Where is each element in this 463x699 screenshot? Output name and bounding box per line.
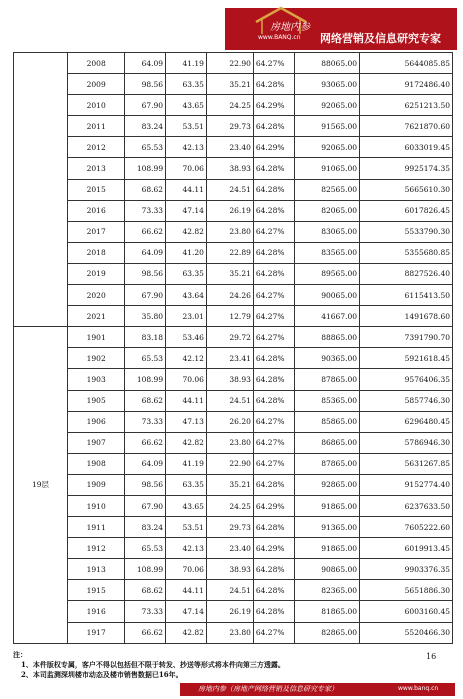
- room-number-cell: 1911: [68, 517, 125, 538]
- total-price-cell: 5651886.30: [360, 580, 453, 601]
- shared-area-cell: 23.40: [206, 538, 253, 559]
- rate-cell: 64.27%: [253, 411, 294, 432]
- area-cell: 66.62: [125, 221, 166, 242]
- room-number-cell: 1905: [68, 390, 125, 411]
- rate-cell: 64.28%: [253, 348, 294, 369]
- unit-price-cell: 92065.00: [294, 137, 359, 158]
- unit-price-cell: 89565.00: [294, 263, 359, 284]
- area-cell: 67.90: [125, 495, 166, 516]
- unit-price-cell: 93065.00: [294, 74, 359, 95]
- shared-area-cell: 38.93: [206, 158, 253, 179]
- table-row: [14, 137, 453, 158]
- floor-cell: 19层: [14, 327, 68, 643]
- rate-cell: 64.28%: [253, 474, 294, 495]
- inner-area-cell: 42.82: [166, 622, 207, 643]
- total-price-cell: 9152774.40: [360, 474, 453, 495]
- rate-cell: 64.28%: [253, 601, 294, 622]
- area-cell: 68.62: [125, 390, 166, 411]
- rate-cell: 64.28%: [253, 517, 294, 538]
- unit-price-cell: 85865.00: [294, 411, 359, 432]
- shared-area-cell: 38.93: [206, 559, 253, 580]
- room-number-cell: 2019: [68, 263, 125, 284]
- area-cell: 64.09: [125, 242, 166, 263]
- area-cell: 73.33: [125, 411, 166, 432]
- room-number-cell: 2020: [68, 285, 125, 306]
- total-price-cell: 5520466.30: [360, 622, 453, 643]
- area-cell: 73.33: [125, 200, 166, 221]
- inner-area-cell: 43.65: [166, 495, 207, 516]
- area-cell: 35.80: [125, 306, 166, 327]
- shared-area-cell: 24.26: [206, 285, 253, 306]
- room-number-cell: 1906: [68, 411, 125, 432]
- shared-area-cell: 35.21: [206, 74, 253, 95]
- area-cell: 98.56: [125, 474, 166, 495]
- room-number-cell: 2011: [68, 116, 125, 137]
- rate-cell: 64.27%: [253, 432, 294, 453]
- table-row: [14, 538, 453, 559]
- table-row: [14, 158, 453, 179]
- total-price-cell: 9903376.35: [360, 559, 453, 580]
- total-price-cell: 9925174.35: [360, 158, 453, 179]
- area-cell: 67.90: [125, 285, 166, 306]
- page-header: [0, 0, 463, 52]
- total-price-cell: 6296480.45: [360, 411, 453, 432]
- room-number-cell: 1916: [68, 601, 125, 622]
- room-number-cell: 1917: [68, 622, 125, 643]
- area-cell: 66.62: [125, 432, 166, 453]
- shared-area-cell: 24.51: [206, 390, 253, 411]
- floor-cell: [14, 53, 68, 327]
- unit-price-cell: 82565.00: [294, 179, 359, 200]
- total-price-cell: 5786946.30: [360, 432, 453, 453]
- rate-cell: 64.28%: [253, 369, 294, 390]
- unit-price-cell: 87865.00: [294, 369, 359, 390]
- table-body: [14, 53, 453, 644]
- inner-area-cell: 63.35: [166, 263, 207, 284]
- unit-price-cell: 91365.00: [294, 517, 359, 538]
- inner-area-cell: 44.11: [166, 179, 207, 200]
- inner-area-cell: 23.01: [166, 306, 207, 327]
- table-row: [14, 53, 453, 74]
- area-cell: 65.53: [125, 348, 166, 369]
- inner-area-cell: 63.35: [166, 474, 207, 495]
- table-row: [14, 495, 453, 516]
- rate-cell: 64.28%: [253, 116, 294, 137]
- table-row: [14, 580, 453, 601]
- shared-area-cell: 24.51: [206, 179, 253, 200]
- total-price-cell: 6115413.50: [360, 285, 453, 306]
- inner-area-cell: 53.46: [166, 327, 207, 348]
- rate-cell: 64.27%: [253, 622, 294, 643]
- area-cell: 65.53: [125, 137, 166, 158]
- room-number-cell: 1910: [68, 495, 125, 516]
- area-cell: 73.33: [125, 601, 166, 622]
- room-number-cell: 2010: [68, 95, 125, 116]
- shared-area-cell: 23.80: [206, 622, 253, 643]
- total-price-cell: 6033019.45: [360, 137, 453, 158]
- table-row: [14, 306, 453, 327]
- rate-cell: 64.27%: [253, 285, 294, 306]
- inner-area-cell: 43.65: [166, 95, 207, 116]
- shared-area-cell: 24.51: [206, 580, 253, 601]
- shared-area-cell: 38.93: [206, 369, 253, 390]
- shared-area-cell: 24.25: [206, 495, 253, 516]
- unit-price-cell: 82065.00: [294, 200, 359, 221]
- area-cell: 108.99: [125, 369, 166, 390]
- header-title: 网络营销及信息研究专家: [320, 32, 441, 45]
- unit-price-cell: 41667.00: [294, 306, 359, 327]
- unit-price-cell: 90365.00: [294, 348, 359, 369]
- shared-area-cell: 23.41: [206, 348, 253, 369]
- rate-cell: 64.28%: [253, 263, 294, 284]
- total-price-cell: 5533790.30: [360, 221, 453, 242]
- shared-area-cell: 26.19: [206, 200, 253, 221]
- logo-text: 房地内参: [270, 22, 310, 33]
- footer-url: www.banq.cn: [398, 685, 439, 692]
- total-price-cell: 6237633.50: [360, 495, 453, 516]
- room-number-cell: 1909: [68, 474, 125, 495]
- table-row: [14, 221, 453, 242]
- area-cell: 64.09: [125, 53, 166, 74]
- table-row: [14, 390, 453, 411]
- inner-area-cell: 70.06: [166, 369, 207, 390]
- shared-area-cell: 23.80: [206, 432, 253, 453]
- rate-cell: 64.28%: [253, 242, 294, 263]
- rate-cell: 64.29%: [253, 538, 294, 559]
- table-row: [14, 116, 453, 137]
- total-price-cell: 6251213.50: [360, 95, 453, 116]
- total-price-cell: 7605222.60: [360, 517, 453, 538]
- unit-price-cell: 82365.00: [294, 580, 359, 601]
- inner-area-cell: 53.51: [166, 517, 207, 538]
- rate-cell: 64.28%: [253, 580, 294, 601]
- total-price-cell: 8827526.40: [360, 263, 453, 284]
- area-cell: 67.90: [125, 95, 166, 116]
- note-line-1: 1、本件版权专属，客户不得以包括但不限于转发、抄送等形式将本件向第三方透露。: [21, 660, 285, 669]
- table-row: [14, 285, 453, 306]
- area-cell: 68.62: [125, 179, 166, 200]
- unit-price-cell: 82865.00: [294, 622, 359, 643]
- table-row: [14, 179, 453, 200]
- footer-text: 房地内参（房地产网络营销及信息研究专家）: [198, 685, 338, 693]
- room-number-cell: 2015: [68, 179, 125, 200]
- total-price-cell: 9172486.40: [360, 74, 453, 95]
- inner-area-cell: 53.51: [166, 116, 207, 137]
- unit-price-cell: 87865.00: [294, 453, 359, 474]
- shared-area-cell: 35.21: [206, 474, 253, 495]
- table-row: [14, 601, 453, 622]
- notes-heading: 注：: [13, 650, 27, 659]
- shared-area-cell: 29.73: [206, 517, 253, 538]
- area-cell: 83.24: [125, 517, 166, 538]
- rate-cell: 64.29%: [253, 95, 294, 116]
- total-price-cell: 1491678.60: [360, 306, 453, 327]
- room-number-cell: 1903: [68, 369, 125, 390]
- room-number-cell: 1908: [68, 453, 125, 474]
- inner-area-cell: 70.06: [166, 158, 207, 179]
- unit-price-cell: 91565.00: [294, 116, 359, 137]
- rate-cell: 64.27%: [253, 221, 294, 242]
- shared-area-cell: 26.19: [206, 601, 253, 622]
- total-price-cell: 7391790.70: [360, 327, 453, 348]
- table-row: [14, 559, 453, 580]
- area-cell: 83.18: [125, 327, 166, 348]
- rate-cell: 64.27%: [253, 306, 294, 327]
- inner-area-cell: 47.14: [166, 601, 207, 622]
- unit-price-cell: 85365.00: [294, 390, 359, 411]
- shared-area-cell: 12.79: [206, 306, 253, 327]
- room-number-cell: 2016: [68, 200, 125, 221]
- inner-area-cell: 41.19: [166, 453, 207, 474]
- unit-price-cell: 90065.00: [294, 285, 359, 306]
- rate-cell: 64.29%: [253, 137, 294, 158]
- table-row: [14, 74, 453, 95]
- table-row: [14, 432, 453, 453]
- inner-area-cell: 42.12: [166, 348, 207, 369]
- shared-area-cell: 29.72: [206, 327, 253, 348]
- table-row: [14, 622, 453, 643]
- page-number: 16: [426, 652, 437, 661]
- unit-price-cell: 86865.00: [294, 432, 359, 453]
- price-table: [13, 52, 453, 644]
- room-number-cell: 2021: [68, 306, 125, 327]
- inner-area-cell: 41.19: [166, 53, 207, 74]
- room-number-cell: 2017: [68, 221, 125, 242]
- total-price-cell: 5631267.85: [360, 453, 453, 474]
- shared-area-cell: 22.89: [206, 242, 253, 263]
- total-price-cell: 5665610.30: [360, 179, 453, 200]
- table-row: [14, 200, 453, 221]
- unit-price-cell: 83565.00: [294, 242, 359, 263]
- area-cell: 68.62: [125, 580, 166, 601]
- inner-area-cell: 63.35: [166, 74, 207, 95]
- rate-cell: 64.27%: [253, 53, 294, 74]
- total-price-cell: 5921618.45: [360, 348, 453, 369]
- shared-area-cell: 23.40: [206, 137, 253, 158]
- room-number-cell: 2013: [68, 158, 125, 179]
- inner-area-cell: 42.13: [166, 137, 207, 158]
- rate-cell: 64.28%: [253, 74, 294, 95]
- total-price-cell: 5355680.85: [360, 242, 453, 263]
- area-cell: 83.24: [125, 116, 166, 137]
- rate-cell: 64.28%: [253, 390, 294, 411]
- shared-area-cell: 23.80: [206, 221, 253, 242]
- room-number-cell: 1902: [68, 348, 125, 369]
- inner-area-cell: 44.11: [166, 390, 207, 411]
- total-price-cell: 5857746.30: [360, 390, 453, 411]
- unit-price-cell: 81865.00: [294, 601, 359, 622]
- area-cell: 108.99: [125, 158, 166, 179]
- unit-price-cell: 90865.00: [294, 559, 359, 580]
- total-price-cell: 7621870.60: [360, 116, 453, 137]
- logo-url: www.BANQ.cn: [258, 34, 301, 41]
- rate-cell: 64.28%: [253, 179, 294, 200]
- total-price-cell: 5644085.85: [360, 53, 453, 74]
- area-cell: 64.09: [125, 453, 166, 474]
- inner-area-cell: 47.13: [166, 411, 207, 432]
- shared-area-cell: 29.73: [206, 116, 253, 137]
- total-price-cell: 6017826.45: [360, 200, 453, 221]
- total-price-cell: 6019913.45: [360, 538, 453, 559]
- unit-price-cell: 91865.00: [294, 495, 359, 516]
- total-price-cell: 9576406.35: [360, 369, 453, 390]
- table-row: [14, 517, 453, 538]
- room-number-cell: 1915: [68, 580, 125, 601]
- inner-area-cell: 47.14: [166, 200, 207, 221]
- room-number-cell: 2008: [68, 53, 125, 74]
- shared-area-cell: 22.90: [206, 453, 253, 474]
- inner-area-cell: 42.82: [166, 432, 207, 453]
- unit-price-cell: 92065.00: [294, 95, 359, 116]
- table-row: [14, 95, 453, 116]
- inner-area-cell: 44.11: [166, 580, 207, 601]
- inner-area-cell: 43.64: [166, 285, 207, 306]
- table-row: [14, 263, 453, 284]
- room-number-cell: 2009: [68, 74, 125, 95]
- unit-price-cell: 92865.00: [294, 474, 359, 495]
- shared-area-cell: 35.21: [206, 263, 253, 284]
- table-row: [14, 242, 453, 263]
- unit-price-cell: 88865.00: [294, 327, 359, 348]
- table-row: [14, 327, 453, 348]
- room-number-cell: 1901: [68, 327, 125, 348]
- table-row: [14, 453, 453, 474]
- room-number-cell: 2012: [68, 137, 125, 158]
- shared-area-cell: 24.25: [206, 95, 253, 116]
- area-cell: 65.53: [125, 538, 166, 559]
- unit-price-cell: 88065.00: [294, 53, 359, 74]
- rate-cell: 64.28%: [253, 158, 294, 179]
- room-number-cell: 1912: [68, 538, 125, 559]
- shared-area-cell: 22.90: [206, 53, 253, 74]
- inner-area-cell: 42.82: [166, 221, 207, 242]
- rate-cell: 64.27%: [253, 327, 294, 348]
- notes: [13, 650, 453, 680]
- unit-price-cell: 91865.00: [294, 538, 359, 559]
- room-number-cell: 1907: [68, 432, 125, 453]
- table-row: [14, 348, 453, 369]
- area-cell: 98.56: [125, 74, 166, 95]
- note-line-2: 2、本司监测深圳楼市动态及楼市销售数据已16年。: [21, 670, 183, 679]
- unit-price-cell: 91065.00: [294, 158, 359, 179]
- table-row: [14, 474, 453, 495]
- rate-cell: 64.29%: [253, 495, 294, 516]
- room-number-cell: 2018: [68, 242, 125, 263]
- inner-area-cell: 41.20: [166, 242, 207, 263]
- inner-area-cell: 70.06: [166, 559, 207, 580]
- table-row: [14, 411, 453, 432]
- room-number-cell: 1913: [68, 559, 125, 580]
- table-row: [14, 369, 453, 390]
- shared-area-cell: 26.20: [206, 411, 253, 432]
- area-cell: 108.99: [125, 559, 166, 580]
- rate-cell: 64.28%: [253, 200, 294, 221]
- rate-cell: 64.28%: [253, 559, 294, 580]
- area-cell: 98.56: [125, 263, 166, 284]
- rate-cell: 64.27%: [253, 453, 294, 474]
- inner-area-cell: 42.13: [166, 538, 207, 559]
- total-price-cell: 6003160.45: [360, 601, 453, 622]
- area-cell: 66.62: [125, 622, 166, 643]
- unit-price-cell: 83065.00: [294, 221, 359, 242]
